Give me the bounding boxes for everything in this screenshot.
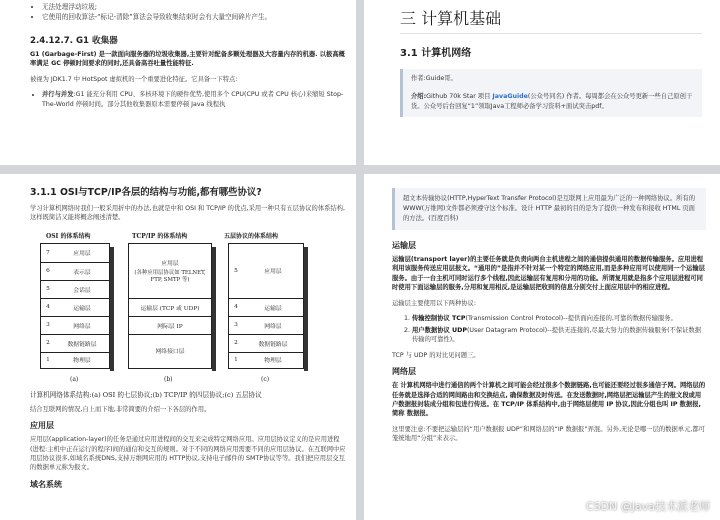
label-c: (c) [261,375,270,383]
chapter-title: 三 计算机基础 [400,6,702,34]
author-intro [411,92,694,112]
five-layer: 2 数据链路层 [229,334,303,352]
list-item: 2. 用户数据协议 UDP(User Datagram Protocol)--提供无连接的,尽最大努力的数据传输服务(不保证数据传输的可靠性)。 [412,326,706,345]
page-osi-tcpip [0,174,356,520]
page-jvm-gc [0,0,356,165]
osi-layer: 1 物理层 [41,352,109,367]
osi-layer: 5 会话层 [41,280,109,298]
osi-title: OSI 的体系结构 [46,232,91,240]
list-item [42,90,346,110]
five-layer-stack [228,243,304,369]
page-computer-basics [364,0,720,165]
osi-layer: 3 网络层 [41,316,109,334]
protocol-list [392,314,706,345]
five-layer: 5 应用层 [234,267,282,276]
tcp-title: TCP/IP 的体系结构 [132,232,188,240]
g1-heading: 2.4.12.7. G1 收集器 [30,36,118,46]
feature-text: :G1 能充分利用 CPU、多核环境下的硬件优势,使用多个 CPU(CPU 或者 CPU 核心)来缩短 Stop-The-World 停顿时间。部分其他收集器原本需要停顿 Java 线程执 [42,91,344,109]
osi-layer: 4 运输层 [41,298,109,316]
label-a: (a) [70,375,79,383]
osi-layer: 2 数据链路层 [41,334,109,352]
g1-intro: G1 (Garbage-First) 是一款面向服务器的垃圾收集器,主要针对配备多颗处理器及大容量内存的机器. 以极高概率满足 GC 停顿时间要求的同时,还具备高吞吐量性能特征. [30,51,345,68]
feature-title: 并行与并发 [42,91,74,99]
tail-para: 这里要注意:不要把运输层的“用户数据报 UDP”和网络层的“IP 数据报”弄混。另外,无论是哪一层的数据单元,都可笼统地用“分组”来表示。 [392,425,705,443]
tcpip-transport-layer: 运输层 (TCP 或 UDP) [129,298,211,316]
diagram-caption: 计算机网络体系结构:(a) OSI 的七层协议;(b) TCP/IP 的四层协议;(c) 五层协议 [30,390,262,399]
tcpip-link-layer: 网络接口层 [129,334,211,367]
intro-text: Github 70k Star 项目 [426,93,493,100]
tcpip-app-layer: 应用层 (各种应用层协议如 TELNET, FTP, SMTP 等) [134,260,206,283]
two-protocols-intro: 运输层主要使用以下两种协议: [392,299,476,307]
intro-text: (公众号同名) 作者。每周都会在公众号更新一些自己原创干货。公众号后台回复“1”领取Java工程师必备学习资料+面试突击pdf。 [411,93,693,110]
app-layer-para: 应用层(application-layer)的任务是通过应用进程间的交互来完成特定网络应用。应用层协议定义的是应用进程(进程:主机中正在运行的程序)间的通信和交互的规则。对于不同的网络应用需要不同的应用层协议。在互联网中应用层协议很多,如域名系统DNS,支持万维网应用的 HTTP协议,支持电子邮件的 SMTP协议等等。我们把应用层交互的数据单元称为报文。 [30,436,346,472]
compare-note: TCP 与 UDP 的对比见问题三。 [392,351,480,359]
dns-heading: 域名系统 [30,479,62,489]
app-layer-heading: 应用层 [30,421,54,431]
g1-feature-list [30,90,346,110]
osi-layer: 6 表示层 [41,262,109,280]
osi-stack [40,243,110,369]
network-heading: 网络层 [392,367,416,377]
layers-intro: 结合互联网的情况,自上而下地,非常简要的介绍一下各层的作用。 [30,405,211,413]
label-b: (b) [164,375,173,383]
author-note [400,69,702,117]
section-title: 3.1 计算机网络 [400,48,472,59]
osi-intro: 学习计算机网络时我们一般采用折中的办法,也就是中和 OSI 和 TCP/IP 的优点,采用一种只有五层协议的体系结构,这样既简洁又能将概念阐述清楚。 [30,205,346,222]
author-line: 作者:Guide哥。 [411,75,457,82]
network-architecture-diagram [28,229,328,389]
http-quote: 超文本传输协议(HTTP,HyperText Transfer Protocol)是互联网上应用最为广泛的一种网络协议。所有的 WWW(万维网)文件都必须遵守这个标准。设计 HTTP 最初的目的是为了提供一种发布和接收 HTML 页面的方法。(百度百科) [392,188,706,230]
bullet-list-top [30,2,346,22]
javaguide-link[interactable]: JavaGuide [492,93,528,100]
g1-feature-intro: 被视为 JDK1.7 中 HotSpot 虚拟机的一个重要进化特征。它具备一下特点: [30,75,238,83]
five-layer: 4 运输层 [229,298,303,316]
transport-para: 运输层(transport layer)的主要任务就是负责向两台主机进程之间的通信提供通用的数据传输服务。应用进程利用该服务传送应用层报文。“通用的”是指并不针对某一个特定的网络应用,而是多种应用可以使用同一个运输层服务。由于一台主机可同时运行多个线程,因此运输层有复用和分用的功能。所谓复用就是指多个应用层进程可同时使用下面运输层的服务,分用和复用相反,是运输层把收到的信息分别交付上面应用层中的相应进程。 [392,256,705,292]
five-title: 五层协议的体系结构 [224,232,279,240]
list-item: 1. 传输控制协议 TCP(Transmission Control Protocol)--提供面向连接的,可靠的数据传输服务。 [412,314,706,324]
osi-layer: 7 应用层 [46,249,91,258]
transport-heading: 运输层 [392,241,416,250]
list-item: • 无法处理浮动垃圾; [42,2,346,12]
osi-heading: 3.1.1 OSI与TCP/IP各层的结构与功能,都有哪些协议? [30,187,262,198]
csdn-watermark: CSDN @Java技术派老师 [585,500,710,513]
five-layer: 1 物理层 [229,352,303,367]
tcpip-network-layer: 网际层 IP [129,316,211,334]
page-transport-network [364,174,720,520]
intro-label: 介绍: [411,93,427,100]
list-item: • 它使用的回收算法-“标记-清除”算法会导致收集结束时会有大量空间碎片产生。 [42,12,346,22]
tcpip-stack [128,243,212,369]
five-layer: 3 网络层 [229,316,303,334]
network-para: 在 计算机网络中进行通信的两个计算机之间可能会经过很多个数据链路,也可能还要经过很多通信子网。网络层的任务就是选择合适的网间路由和交换结点, 确保数据及时传送。在发送数据时,网络层把运输层产生的报文段或用户数据报封装成分组和包进行传送。在 TCP/IP 体系结构中,由于网络层使用 IP 协议,因此分组也叫 IP 数据报,简称 数据报。 [392,382,706,418]
